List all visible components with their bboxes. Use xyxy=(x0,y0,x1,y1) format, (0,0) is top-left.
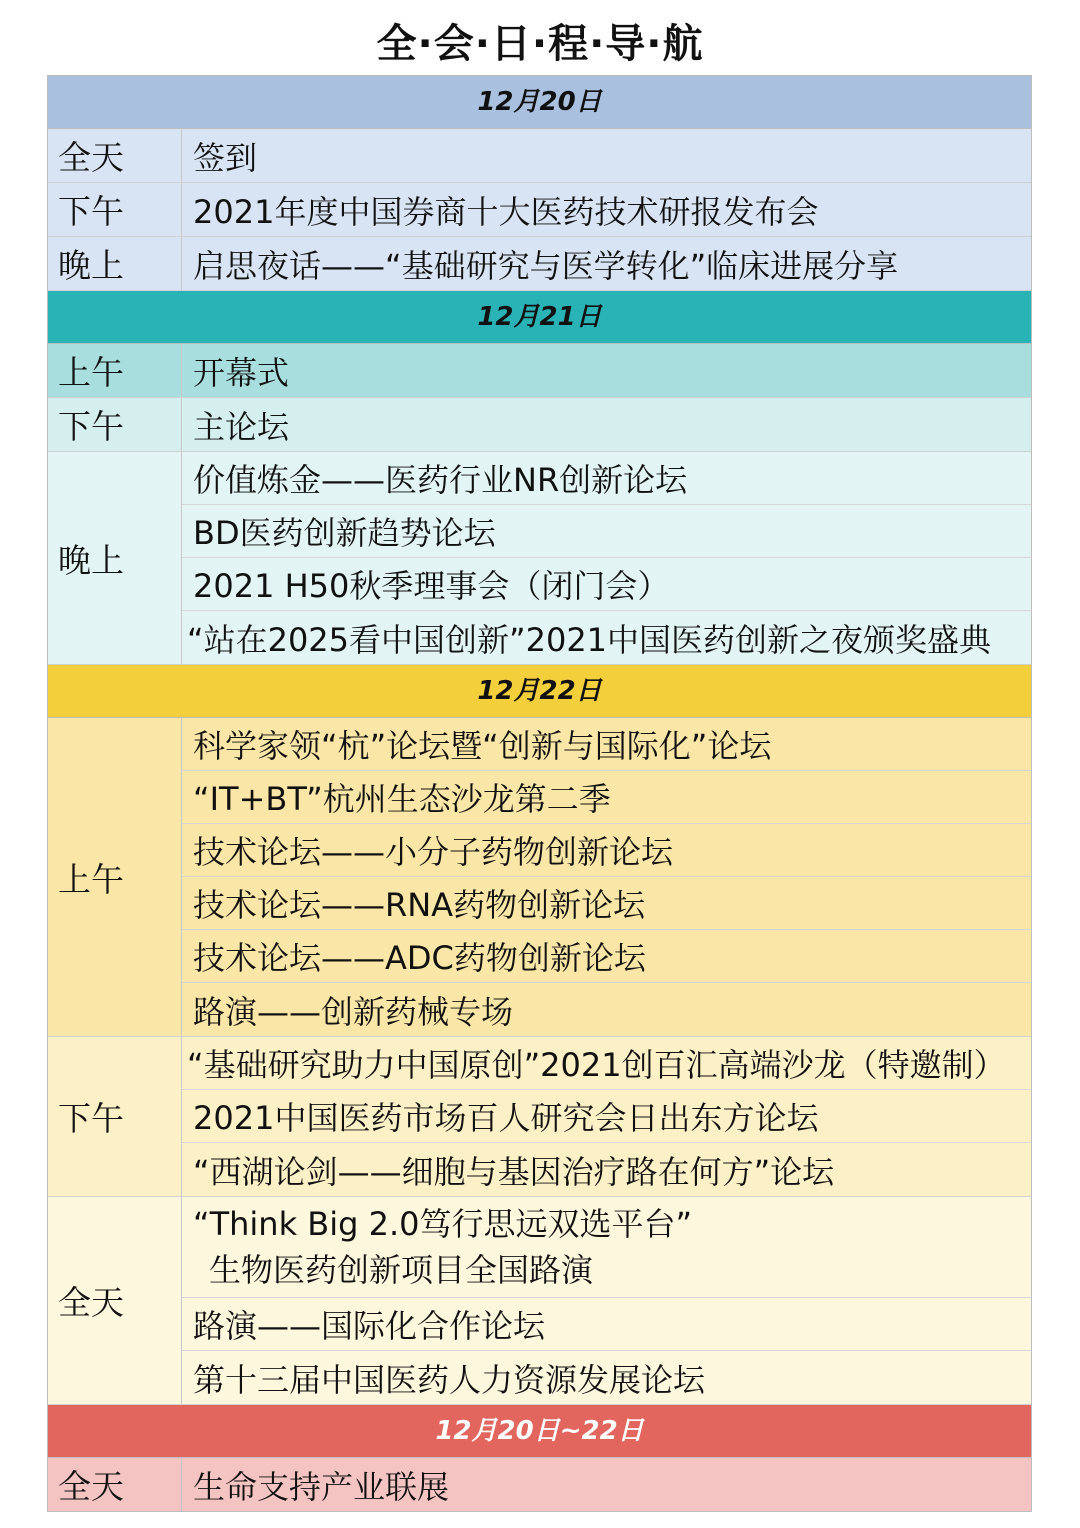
day-dec-20-22 xyxy=(48,1405,1031,1511)
day-header: 12月20日~22日 xyxy=(48,1405,1031,1458)
day-dec-20 xyxy=(48,76,1031,291)
slot-label: 全天 xyxy=(48,1197,182,1404)
time-slot xyxy=(48,1037,1031,1197)
event-item xyxy=(182,1197,1031,1298)
day-header: 12月22日 xyxy=(48,665,1031,718)
slot-label: 全天 xyxy=(48,129,182,182)
slot-label: 下午 xyxy=(48,1037,182,1196)
event-item: 启思夜话——“基础研究与医学转化”临床进展分享 xyxy=(193,246,899,285)
slot-label: 上午 xyxy=(48,718,182,1036)
time-slot xyxy=(48,398,1031,452)
event-item: 第十三届中国医药人力资源发展论坛 xyxy=(193,1360,706,1399)
slot-events xyxy=(182,1037,1031,1196)
event-item: 路演——国际化合作论坛 xyxy=(182,1298,1031,1351)
slot-events xyxy=(182,237,1031,290)
time-slot xyxy=(48,1197,1031,1405)
day-dec-21 xyxy=(48,291,1031,665)
slot-events xyxy=(182,452,1031,664)
event-item: 技术论坛——小分子药物创新论坛 xyxy=(182,824,1031,877)
slot-label: 上午 xyxy=(48,344,182,397)
time-slot xyxy=(48,129,1031,183)
event-item: 2021 H50秋季理事会（闭门会） xyxy=(182,558,1031,611)
event-item: 技术论坛——ADC药物创新论坛 xyxy=(182,930,1031,983)
event-item: BD医药创新趋势论坛 xyxy=(182,505,1031,558)
slot-events xyxy=(182,1197,1031,1404)
slot-events xyxy=(182,398,1031,451)
time-slot xyxy=(48,344,1031,398)
time-slot xyxy=(48,1458,1031,1511)
event-item: 科学家领“杭”论坛暨“创新与国际化”论坛 xyxy=(182,718,1031,771)
event-item: “IT+BT”杭州生态沙龙第二季 xyxy=(182,771,1031,824)
schedule-table xyxy=(47,75,1032,1512)
event-item: 2021中国医药市场百人研究会日出东方论坛 xyxy=(182,1090,1031,1143)
day-dec-22 xyxy=(48,665,1031,1405)
event-item: 价值炼金——医药行业NR创新论坛 xyxy=(182,452,1031,505)
event-line: “Think Big 2.0笃行思远双选平台” xyxy=(193,1205,693,1243)
slot-events xyxy=(182,718,1031,1036)
time-slot xyxy=(48,237,1031,291)
day-header: 12月20日 xyxy=(48,76,1031,129)
time-slot xyxy=(48,718,1031,1037)
slot-label: 晚上 xyxy=(48,237,182,290)
event-item: “基础研究助力中国原创”2021创百汇高端沙龙（特邀制） xyxy=(182,1037,1031,1090)
slot-label: 下午 xyxy=(48,398,182,451)
page-title: 全·会·日·程·导·航 xyxy=(376,21,704,67)
slot-events xyxy=(182,129,1031,182)
day-header: 12月21日 xyxy=(48,291,1031,344)
time-slot xyxy=(48,183,1031,237)
event-item: 签到 xyxy=(193,138,258,177)
slot-events xyxy=(182,183,1031,236)
slot-label: 下午 xyxy=(48,183,182,236)
slot-label: 晚上 xyxy=(48,452,182,664)
event-item: 主论坛 xyxy=(193,407,290,446)
event-item: 路演——创新药械专场 xyxy=(193,992,514,1031)
event-line: 生物医药创新项目全国路演 xyxy=(209,1251,594,1289)
event-item: “西湖论剑——细胞与基因治疗路在何方”论坛 xyxy=(193,1152,835,1191)
time-slot xyxy=(48,452,1031,665)
event-item: 2021年度中国券商十大医药技术研报发布会 xyxy=(193,192,819,231)
slot-label: 全天 xyxy=(48,1458,182,1511)
event-item: 开幕式 xyxy=(193,353,290,392)
event-item: “站在2025看中国创新”2021中国医药创新之夜颁奖盛典 xyxy=(187,620,992,659)
event-item: 技术论坛——RNA药物创新论坛 xyxy=(182,877,1031,930)
slot-events xyxy=(182,1458,1031,1511)
event-item: 生命支持产业联展 xyxy=(193,1467,450,1506)
slot-events xyxy=(182,344,1031,397)
